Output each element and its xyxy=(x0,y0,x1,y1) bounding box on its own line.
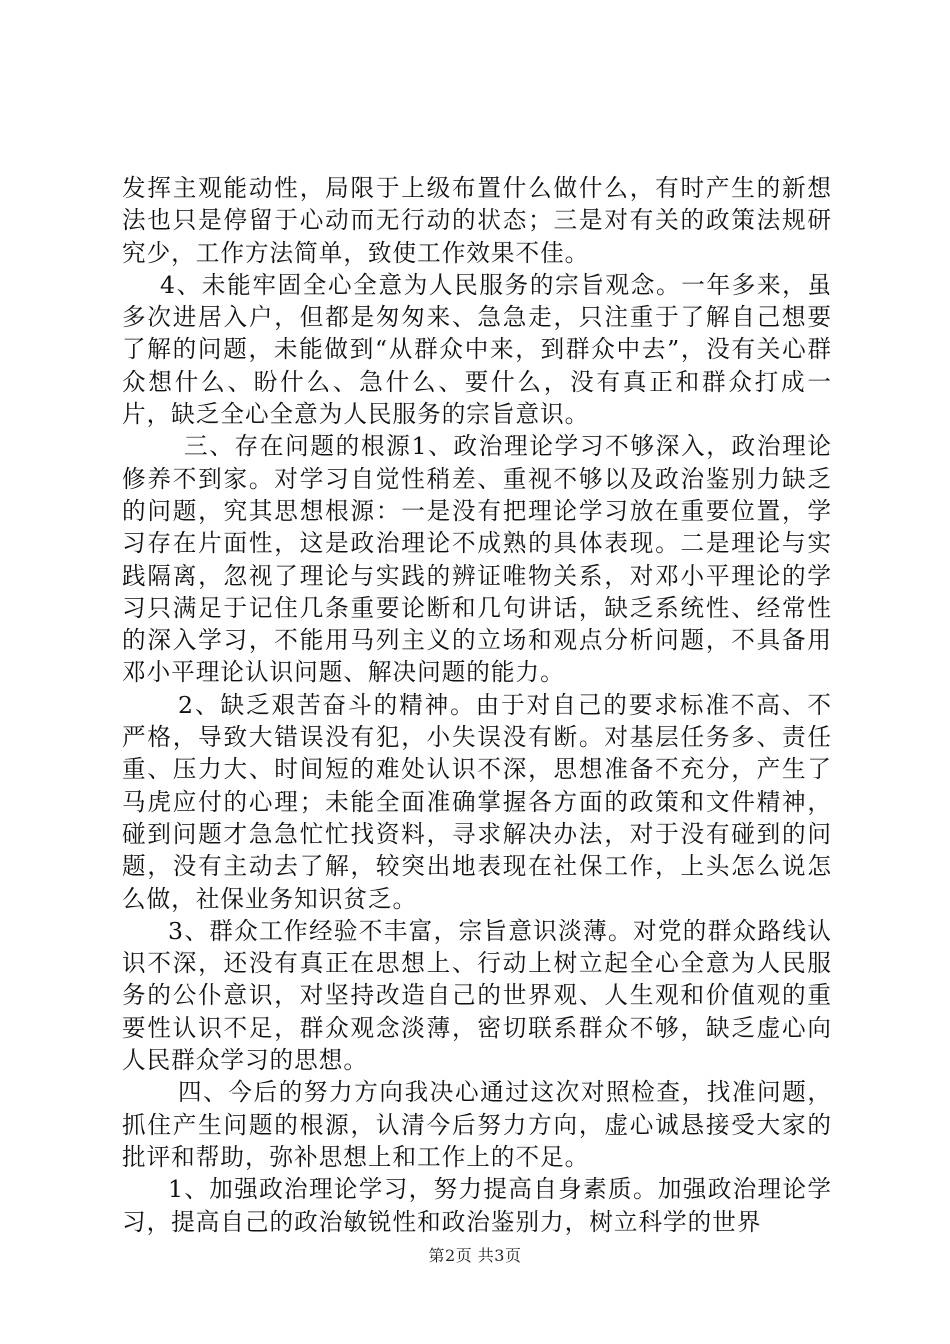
paragraph-section-4-direction: 四、今后的努力方向我决心通过这次对照检查，找准问题，抓住产生问题的根源，认清今后努力方向，虚心诚恳接受大家的批评和帮助，弥补思想上和工作上的不足。 xyxy=(122,1078,832,1171)
paragraph-section-3-root-causes: 三、存在问题的根源1、政治理论学习不够深入，政治理论修养不到家。对学习自觉性稍差、重视不够以及政治鉴别力缺乏的问题，究其思想根源：一是没有把理论学习放在重要位置，学习存在片面性，这是政治理论不成熟的具体表现。二是理论与实践隔离，忽视了理论与实践的辨证唯物关系，对邓小平理论的学习只满足于记住几条重要论断和几句讲话，缺乏系统性、经常性的深入学习，不能用马列主义的立场和观点分析问题，不具备用邓小平理论认识问题、解决问题的能力。 xyxy=(122,432,832,687)
paragraph-root-cause-2: 2、缺乏艰苦奋斗的精神。由于对自己的要求标准不高、不严格，导致大错误没有犯，小失误没有断。对基层任务多、责任重、压力大、时间短的难处认识不深，思想准备不充分，产生了马虎应付的心理；未能全面准确掌握各方面的政策和文件精神，碰到问题才急急忙忙找资料，寻求解决办法，对于没有碰到的问题，没有主动去了解，较突出地表现在社保工作，上头怎么说怎么做，社保业务知识贫乏。 xyxy=(122,690,832,913)
paragraph-root-cause-3: 3、群众工作经验不丰富，宗旨意识淡薄。对党的群众路线认识不深，还没有真正在思想上、行动上树立起全心全意为人民服务的公仆意识，对坚持改造自己的世界观、人生观和价值观的重要性认识不足，群众观念淡薄，密切联系群众不够，缺乏虚心向人民群众学习的思想。 xyxy=(122,916,832,1075)
document-body xyxy=(122,172,832,1238)
paragraph-continuation: 发挥主观能动性，局限于上级布置什么做什么，有时产生的新想法也只是停留于心动而无行动的状态；三是对有关的政策法规研究少，工作方法简单，致使工作效果不佳。 xyxy=(122,174,832,267)
paragraph-direction-1: 1、加强政治理论学习，努力提高自身素质。加强政治理论学习，提高自己的政治敏锐性和政治鉴别力，树立科学的世界 xyxy=(122,1175,832,1236)
paragraph-point-4: 4、未能牢固全心全意为人民服务的宗旨观念。一年多来，虽多次进居入户，但都是匆匆来、急急走，只注重于了解自己想要了解的问题，未能做到“从群众中来，到群众中去”，没有关心群众想什么、盼什么、急什么、要什么，没有真正和群众打成一片，缺乏全心全意为人民服务的宗旨意识。 xyxy=(122,270,832,429)
page-number-footer: 第2页 共3页 xyxy=(428,1246,522,1265)
